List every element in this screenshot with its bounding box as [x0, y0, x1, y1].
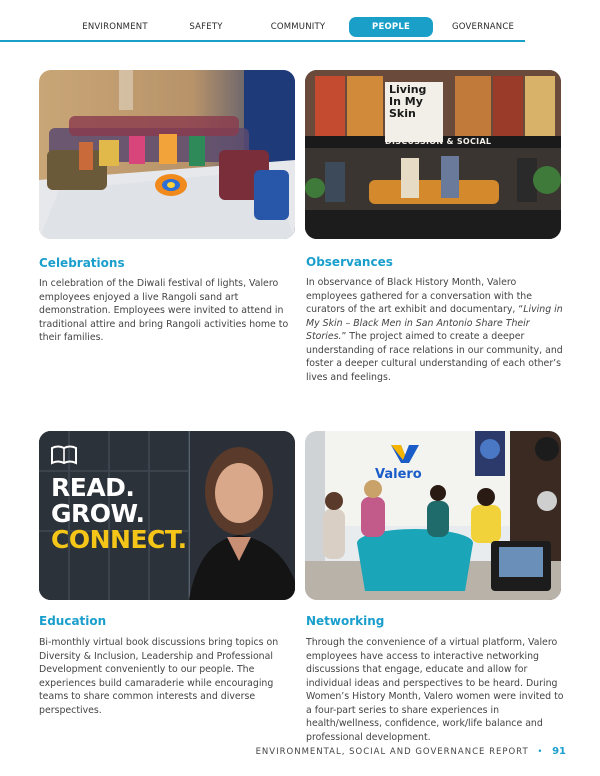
promo-headline — [51, 475, 187, 553]
book-icon — [51, 445, 77, 465]
footer-label: ENVIRONMENTAL, SOCIAL AND GOVERNANCE REPORT — [255, 747, 529, 757]
poster-line-2: In My — [389, 95, 423, 108]
networking-heading: Networking — [306, 614, 385, 628]
tab-environment[interactable]: ENVIRONMENT — [82, 22, 148, 32]
footer-separator: • — [537, 747, 544, 757]
education-heading: Education — [39, 614, 107, 628]
tab-community[interactable]: COMMUNITY — [270, 22, 326, 32]
observances-body-italic: Living in My Skin – Black Men in San Antonio Share Their Stories. — [306, 304, 563, 342]
tab-people[interactable]: PEOPLE — [349, 17, 433, 37]
promo-line-read: READ. — [51, 473, 135, 502]
observances-heading: Observances — [306, 255, 393, 269]
valero-logo-text: Valero — [375, 467, 422, 482]
discussion-panel-photo — [305, 70, 561, 239]
promo-line-grow: GROW. — [51, 499, 145, 528]
book-club-promo-image — [39, 431, 295, 600]
tab-safety[interactable]: SAFETY — [189, 22, 223, 32]
poster-line-3: Skin — [389, 107, 416, 120]
celebrations-body: In celebration of the Diwali festival of lights, Valero employees enjoyed a live Rangoli sand art demonstration. Employees were invited to attend in traditional attire and bring Rangoli activities home to their families. — [39, 278, 289, 343]
diwali-group-photo — [39, 70, 295, 239]
observances-body-part2: ” The project aimed to create a deeper understanding of race relations in our community, and foster a deeper cultural understanding of each other’s lives and feelings. — [306, 331, 563, 383]
networking-body: Through the convenience of a virtual platform, Valero employees have access to interactive networking discussions that engage, educate and allow for individual ideas and perspectives to be heard. During Women’s History Month, Valero women were invited to a four-part series to share experiences in health/wellness, confidence, work/life balance and professional development. — [306, 637, 564, 743]
poster-line-1: Living — [389, 83, 427, 96]
page-number: 91 — [552, 746, 566, 757]
discussion-banner: DISCUSSION & SOCIAL — [385, 137, 492, 146]
promo-line-connect: CONNECT. — [51, 525, 187, 554]
living-in-my-skin-poster — [385, 82, 443, 142]
observances-body-part1: In observance of Black History Month, Valero employees gathered for a conversation with the curators of the art exhibit and documentary, “ — [306, 277, 532, 315]
valero-logo-icon — [389, 443, 421, 465]
celebrations-heading: Celebrations — [39, 256, 125, 270]
tab-governance[interactable]: GOVERNANCE — [451, 22, 515, 32]
networking-studio-photo — [305, 431, 561, 600]
nav-underline — [0, 40, 525, 42]
top-navigation — [0, 0, 600, 44]
report-footer — [256, 746, 566, 757]
education-body: Bi-monthly virtual book discussions bring topics on Diversity & Inclusion, Leadership and Professional Development conveniently to our people. The experiences build camaraderie while encouraging teams to share common interests and diverse perspectives. — [39, 637, 279, 716]
observances-body — [306, 276, 564, 384]
